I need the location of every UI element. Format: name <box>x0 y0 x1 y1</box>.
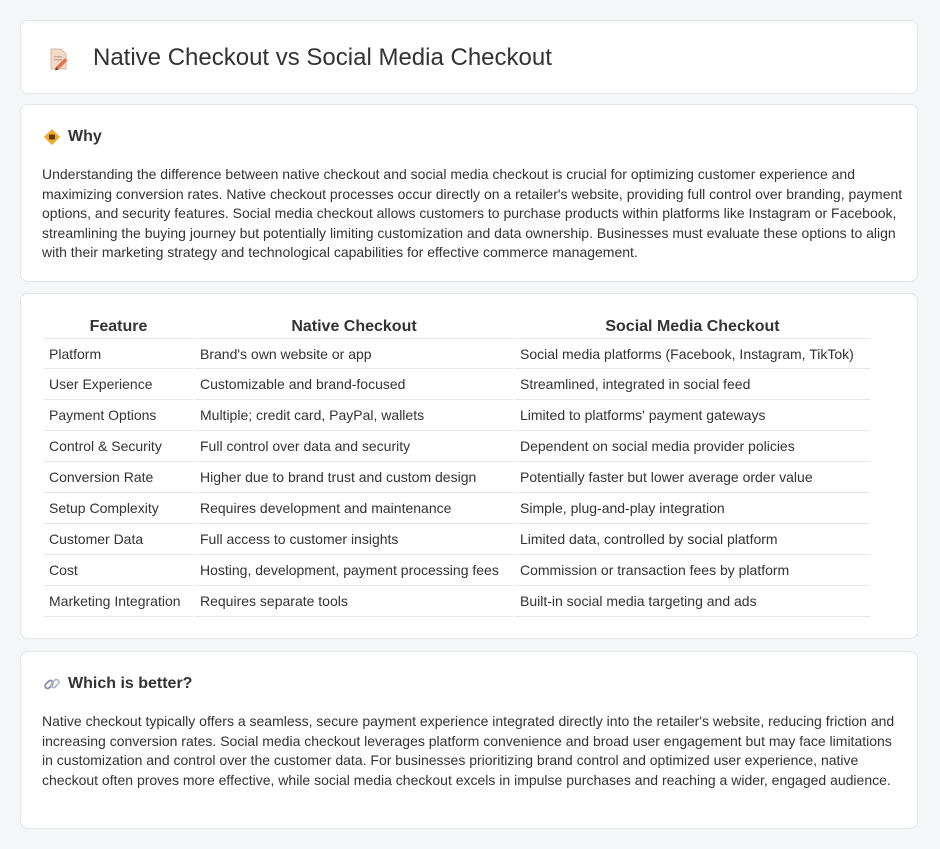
comparison-table <box>42 316 872 617</box>
native-cell: Higher due to brand trust and custom design <box>195 462 513 493</box>
table-row <box>44 369 870 400</box>
which-is-better-section <box>20 651 918 829</box>
social-cell: Limited to platforms' payment gateways <box>515 400 870 431</box>
feature-cell: Control & Security <box>44 431 193 462</box>
column-header-native: Native Checkout <box>291 318 417 335</box>
column-header-social: Social Media Checkout <box>605 318 780 335</box>
table-row <box>44 338 870 369</box>
title-card <box>20 20 918 94</box>
social-cell: Limited data, controlled by social platform <box>515 524 870 555</box>
why-heading-row <box>43 127 102 147</box>
link-icon <box>43 675 61 693</box>
native-cell: Hosting, development, payment processing fees <box>195 555 513 586</box>
feature-cell: Cost <box>44 555 193 586</box>
better-heading-row <box>43 674 192 694</box>
social-cell: Dependent on social media provider policies <box>515 431 870 462</box>
table-row <box>44 586 870 617</box>
social-cell: Streamlined, integrated in social feed <box>515 369 870 400</box>
feature-cell: Platform <box>44 338 193 369</box>
why-section <box>20 104 918 282</box>
social-cell: Commission or transaction fees by platform <box>515 555 870 586</box>
table-header-row <box>44 316 870 338</box>
feature-cell: User Experience <box>44 369 193 400</box>
feature-cell: Conversion Rate <box>44 462 193 493</box>
native-cell: Brand's own website or app <box>195 338 513 369</box>
better-text: Native checkout typically offers a seamless, secure payment experience integrated directly into the retailer's website, reducing friction and increasing conversion rates. Social media checkout leverages platform convenience and broad user engagement but may face limitations in customization and control over the customer data. For businesses prioritizing brand control and optimized user experience, native checkout often proves more effective, while social media checkout excels in impulse purchases and reaching a wider, engaged audience. <box>42 713 895 788</box>
table-row <box>44 462 870 493</box>
better-heading: Which is better? <box>68 675 193 692</box>
diamond-sign-icon <box>43 128 61 146</box>
feature-cell: Setup Complexity <box>44 493 193 524</box>
social-cell: Simple, plug-and-play integration <box>515 493 870 524</box>
native-cell: Requires separate tools <box>195 586 513 617</box>
column-header-feature: Feature <box>89 318 148 335</box>
native-cell: Full control over data and security <box>195 431 513 462</box>
table-row <box>44 431 870 462</box>
native-cell: Multiple; credit card, PayPal, wallets <box>195 400 513 431</box>
social-cell: Potentially faster but lower average order value <box>515 462 870 493</box>
feature-cell: Payment Options <box>44 400 193 431</box>
native-cell: Full access to customer insights <box>195 524 513 555</box>
document-pencil-icon <box>47 47 71 71</box>
table-row <box>44 493 870 524</box>
table-row <box>44 555 870 586</box>
feature-cell: Marketing Integration <box>44 586 193 617</box>
social-cell: Built-in social media targeting and ads <box>515 586 870 617</box>
page-title: Native Checkout vs Social Media Checkout <box>93 44 552 71</box>
table-row <box>44 400 870 431</box>
social-cell: Social media platforms (Facebook, Instagram, TikTok) <box>515 338 870 369</box>
native-cell: Customizable and brand-focused <box>195 369 513 400</box>
why-heading: Why <box>68 128 102 145</box>
table-row <box>44 524 870 555</box>
native-cell: Requires development and maintenance <box>195 493 513 524</box>
why-text: Understanding the difference between native checkout and social media checkout is crucial for optimizing customer experience and maximizing conversion rates. Native checkout processes occur directly on a retailer's website, providing full control over branding, payment options, and security features. Social media checkout allows customers to purchase products within platforms like Instagram or Facebook, streamlining the buying journey but potentially limiting customization and data ownership. Businesses must evaluate these options to align with their marketing strategy and technological capabilities for effective commerce management. <box>42 166 903 261</box>
comparison-section <box>20 293 918 639</box>
feature-cell: Customer Data <box>44 524 193 555</box>
